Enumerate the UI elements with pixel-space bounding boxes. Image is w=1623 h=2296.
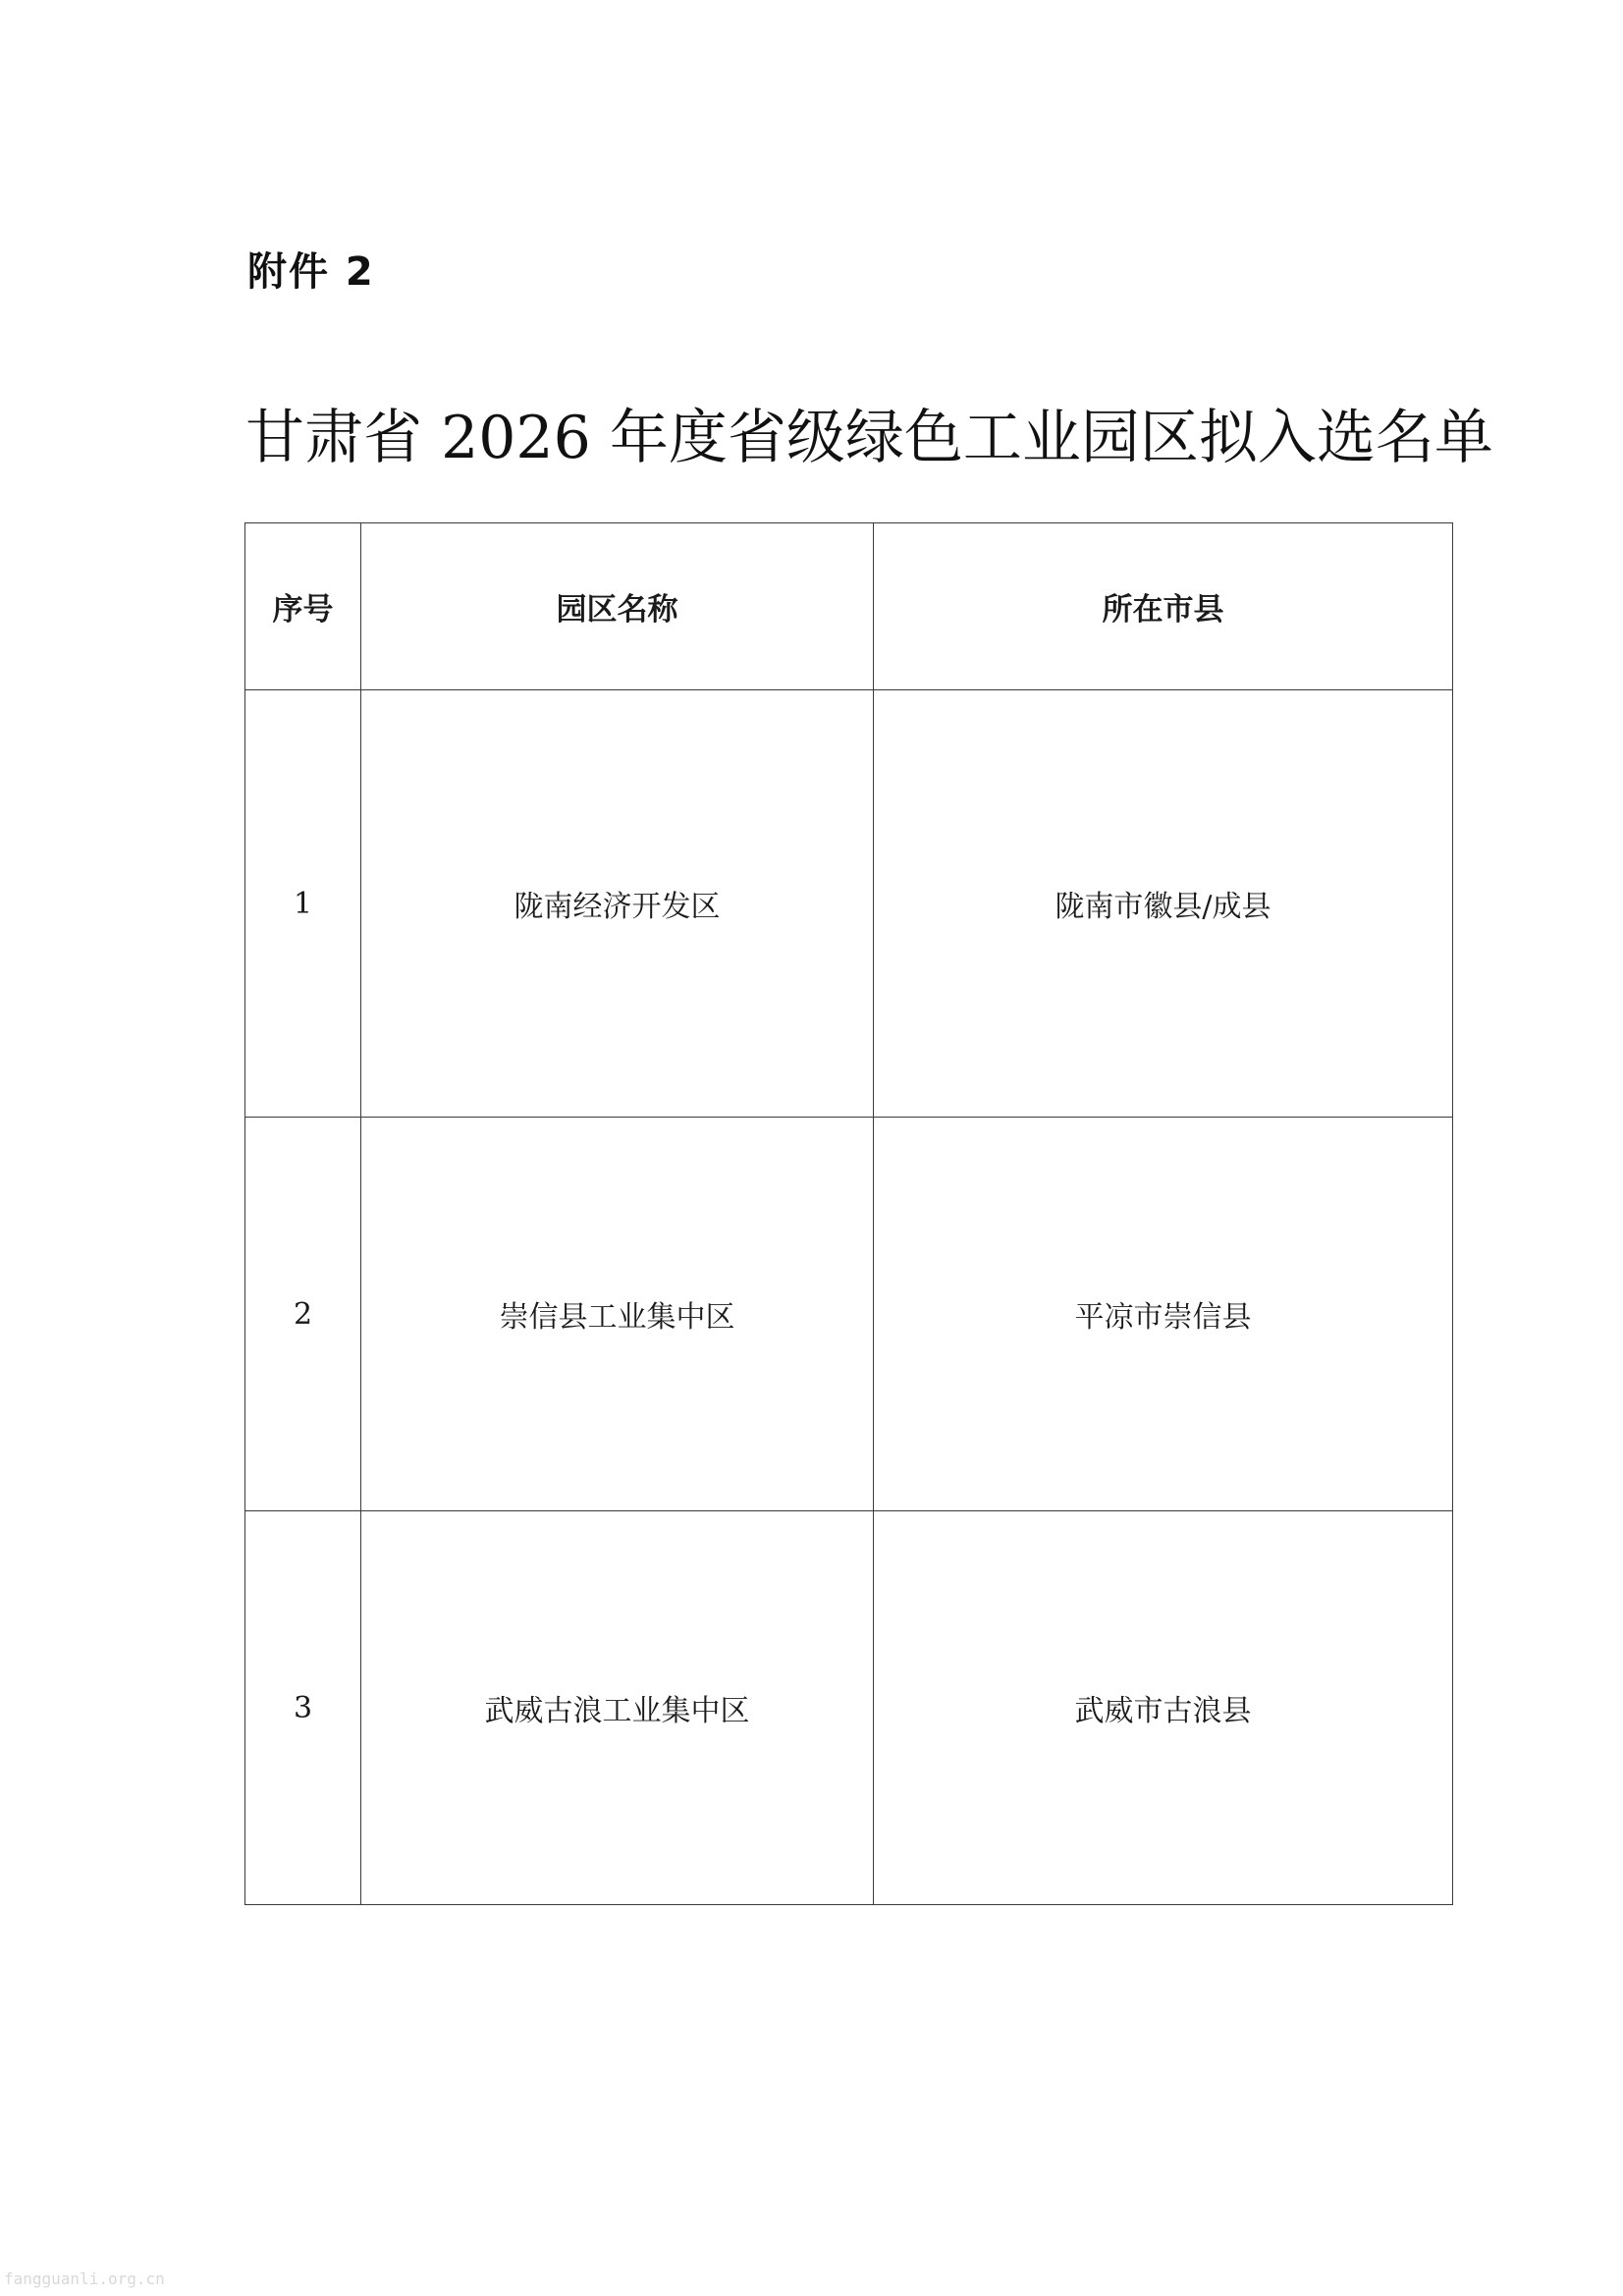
cell-location: 平凉市崇信县 bbox=[874, 1118, 1453, 1511]
header-location: 所在市县 bbox=[874, 523, 1453, 690]
cell-park-name: 武威古浪工业集中区 bbox=[361, 1511, 874, 1905]
park-list-table bbox=[244, 522, 1453, 1905]
table-row bbox=[245, 690, 1453, 1118]
cell-park-name: 崇信县工业集中区 bbox=[361, 1118, 874, 1511]
header-seq: 序号 bbox=[245, 523, 361, 690]
cell-seq: 1 bbox=[245, 690, 361, 1118]
table-row bbox=[245, 1511, 1453, 1905]
cell-park-name: 陇南经济开发区 bbox=[361, 690, 874, 1118]
document-title: 甘肃省 2026 年度省级绿色工业园区拟入选名单 bbox=[245, 404, 1493, 472]
table-row bbox=[245, 1118, 1453, 1511]
watermark: fangguanli.org.cn bbox=[4, 2269, 165, 2288]
table-header-row bbox=[245, 523, 1453, 690]
cell-location: 陇南市徽县/成县 bbox=[874, 690, 1453, 1118]
header-park-name: 园区名称 bbox=[361, 523, 874, 690]
cell-location: 武威市古浪县 bbox=[874, 1511, 1453, 1905]
cell-seq: 2 bbox=[245, 1118, 361, 1511]
attachment-label: 附件 2 bbox=[247, 249, 375, 295]
cell-seq: 3 bbox=[245, 1511, 361, 1905]
